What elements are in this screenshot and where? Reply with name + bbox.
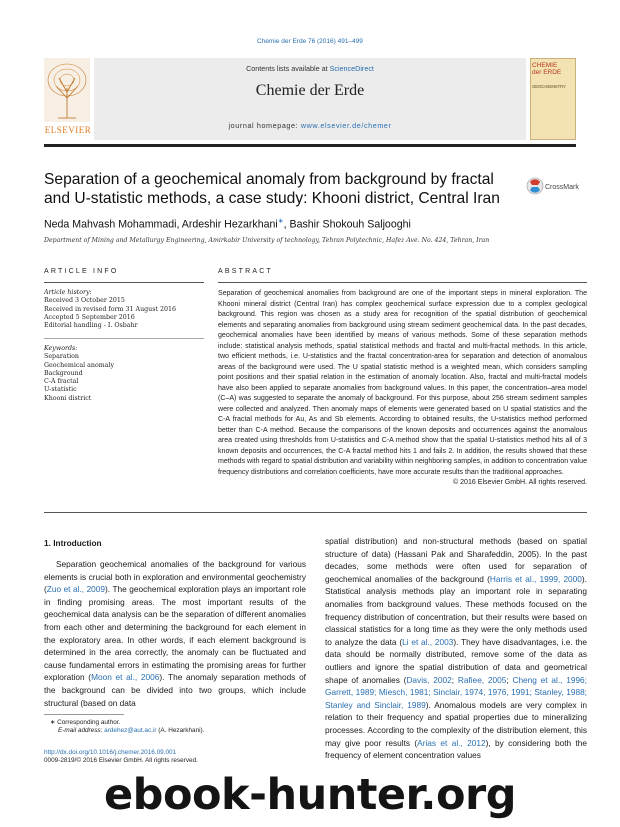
journal-homepage — [94, 121, 526, 130]
corresponding-author-mark[interactable]: ∗ — [277, 218, 284, 225]
history-line: Accepted 5 September 2016 — [44, 313, 135, 321]
body-text: ; — [451, 674, 458, 685]
abstract-body — [218, 289, 587, 489]
elsevier-tree-logo — [44, 58, 90, 132]
contents-prefix: Contents lists available at — [246, 64, 330, 73]
abstract-copyright: © 2016 Elsevier GmbH. All rights reserved. — [452, 479, 587, 486]
footnote-block — [50, 719, 306, 736]
keyword: Separation — [44, 353, 79, 361]
abstract-bottom-rule — [44, 512, 587, 513]
abstract-text: Separation of geochemical anomalies from background are one of the important steps in mineral exploration. The Khooni mineral district (Central Iran) has complex geochemical surface expression due to a complex geological background. This region was chosen as a study area for recognition of the spatial distribution of geochemical elements and separating anomalies from background using stream sediment geochemical data. In the past decades, geochemical anomalies have been identified by means of various methods. Some of these separation methods include: statistical analysis methods, spatial statistical methods and fractal and multi-fractal methods. In this article, two efficient methods, i.e. U-statistics and the fractal concentration-area for separation and detection of anomalous areas of the background were used. The U spatial statistic method is a weighted mean, which considers sampling point positions and their spatial relation in the estimation of anomaly location. Also, fractal and multi-fractal models have also been applied to separate anomalies from background values. In this paper, the concentration–area model (C–A) was suggested to separate the anomaly of background. For this purpose, about 256 stream sediment samples were collected and analyzed. Then anomaly maps of elements were generated based on U spatial statistics and the C-A fractal methods for Au, As and Sb elements. According to obtained results, the U-statistics method performed better than C-A method. Because the comparisons of the known deposits and occurrences against the anomalous area created using thresholds from U-statistics and C-A method show that the spatial U-statistics method hits all of 3 known deposits and occurrences, the C-A fractal method hits 1 and fails 2. In addition, the results showed that these methods with regard to spatial distribution and variability within neighboring samples, in addition to concentration value frequency distributions and correlation coefficients, have more accurate results than the traditional approaches. — [218, 290, 587, 476]
body-text: ). The geochemical exploration plays an important role in finding promising areas. The most important results of the geochemical data analysis can be the separation of different anomalies from each other and determining the background for each element in the exploratory area. In other words, if each element background is determined in the area correctly, the anomaly can be fluctuated and cause fundamental errors in estimating the promising areas for further exploration ( — [44, 584, 306, 683]
email-link[interactable]: ardehez@aut.ac.ir — [104, 727, 157, 735]
author-list — [44, 217, 411, 231]
keywords-block — [44, 345, 204, 403]
body-text: ; — [506, 674, 513, 685]
introduction-left-column — [44, 558, 306, 709]
crossmark-icon — [526, 176, 586, 196]
citation-link[interactable]: Rafiee, 2005 — [457, 674, 507, 685]
doi-block — [44, 749, 344, 766]
email-line — [50, 727, 306, 735]
body-text: ), by considering both the frequency of element concentration values — [325, 737, 588, 761]
crossmark-label: CrossMark — [545, 184, 579, 191]
keyword: C-A fractal — [44, 378, 79, 386]
cover-subtitle: GEOCHEMISTRY — [532, 84, 566, 89]
cover-title-line-1: CHEMIE — [532, 62, 558, 69]
corresponding-author-note: ∗ Corresponding author. — [50, 719, 121, 726]
citation-link[interactable]: Zuo et al., 2009 — [46, 584, 106, 595]
article-history — [44, 289, 204, 330]
citation-link[interactable]: Cheng et al., 1996; Garrett, 1989; Miesch, 1981; Sinclair, 1974, 1976, 1991; Stanley, 1988; Stanley and Sinclair, 1989 — [325, 674, 587, 710]
doi-link[interactable]: http://dx.doi.org/10.1016/j.chemer.2016.09.001 — [44, 749, 177, 756]
keyword: Background — [44, 369, 83, 377]
body-text: spatial distribution) and non-structural methods (based on spatial structure of data) (Hassani Pak and Sharafeddin, 2005). In the past decades, some methods were often used for separation of geochemical anomalies of the background ( — [325, 536, 587, 584]
footnote-rule — [44, 714, 124, 715]
keyword: Khooni district — [44, 394, 92, 402]
issn-line: 0009-2819/© 2016 Elsevier GmbH. All rights reserved. — [44, 757, 198, 765]
body-text: Separation geochemical anomalies of the background for various elements is crucial both in exploration and environmental geochemistry ( — [44, 559, 306, 595]
cover-title-line-2: der ERDE — [532, 69, 562, 76]
keyword: Geochemical anomaly — [44, 361, 115, 369]
email-label: E-mail address: — [58, 727, 105, 735]
citation-link[interactable]: Harris et al., 1999, 2000 — [489, 573, 582, 584]
homepage-link[interactable]: www.elsevier.de/chemer — [300, 121, 392, 130]
article-info-rule — [44, 282, 204, 283]
citation-link[interactable]: Moon et al., 2006 — [91, 672, 160, 683]
crossmark-badge[interactable] — [526, 176, 586, 196]
citation-link[interactable]: Davis, 2002 — [406, 674, 452, 685]
citation-link[interactable]: Arias et al., 2012 — [417, 737, 486, 748]
cover-title — [532, 62, 574, 76]
authors-secondary: , Bashir Shokouh Saljooghi — [283, 218, 411, 231]
history-line: Editorial handling - I. Osbahr — [44, 322, 138, 330]
history-line: Received 3 October 2015 — [44, 297, 125, 305]
site-watermark: ebook-hunter.org — [104, 770, 516, 820]
article-title: Separation of a geochemical anomaly from background by fractal and U-statistic methods, a case study: Khooni district, Central Iran — [44, 171, 500, 207]
citation-link[interactable]: Li et al., 2003 — [402, 636, 454, 647]
journal-reference[interactable]: Chemie der Erde 76 (2016) 491–499 — [257, 38, 363, 45]
body-text: ). Statistical analysis methods play an important role in separating anomalies from background values. These methods focused on the frequency distribution of concentration, but their results were based on classical statistics for a long time as they were the only methods used to analyze the data ( — [325, 573, 587, 647]
keywords-divider — [44, 338, 204, 339]
introduction-right-column — [325, 535, 587, 762]
body-text: ). They have disadvantages, i.e. the data should be normally distributed, remove some of the data as outliers and ignore the spatial distribution of data and geometrical shape of anomalies ( — [325, 636, 588, 685]
publisher-name: ELSEVIER — [44, 125, 92, 135]
homepage-prefix: journal homepage: — [228, 121, 301, 130]
authors-primary: Neda Mahvash Mohammadi, Ardeshir Hezarkhani — [44, 218, 278, 231]
article-info-heading: ARTICLE INFO — [44, 268, 119, 275]
email-suffix: (A. Hezarkhani). — [156, 727, 205, 735]
author-affiliation: Department of Mining and Metallurgy Engineering, Amirkabir University of technology, Tehran Polytechnic, Hafez Ave. No. 424, Tehran, Iran — [44, 237, 490, 244]
abstract-heading: ABSTRACT — [218, 268, 273, 275]
abstract-rule — [218, 282, 587, 283]
sciencedirect-link[interactable]: ScienceDirect — [329, 64, 374, 73]
keyword: U-statistic — [44, 386, 77, 394]
history-line: Received in revised form 31 August 2016 — [44, 305, 177, 313]
contents-line — [94, 64, 526, 73]
journal-title: Chemie der Erde — [255, 82, 365, 99]
keywords-label: Keywords: — [44, 345, 78, 352]
body-text: ). The anomaly separation methods of the background can be divided into two groups, which include structural (based on data — [44, 672, 306, 708]
header-divider — [44, 144, 576, 147]
body-text: ). Anomalous models are very complex in relation to their frequency and spatial properties due to mineralizing processes. According to the complexity of the distribution element, this may give poor results ( — [325, 699, 587, 748]
introduction-heading: 1. Introduction — [44, 538, 102, 548]
article-history-label: Article history: — [44, 289, 92, 296]
